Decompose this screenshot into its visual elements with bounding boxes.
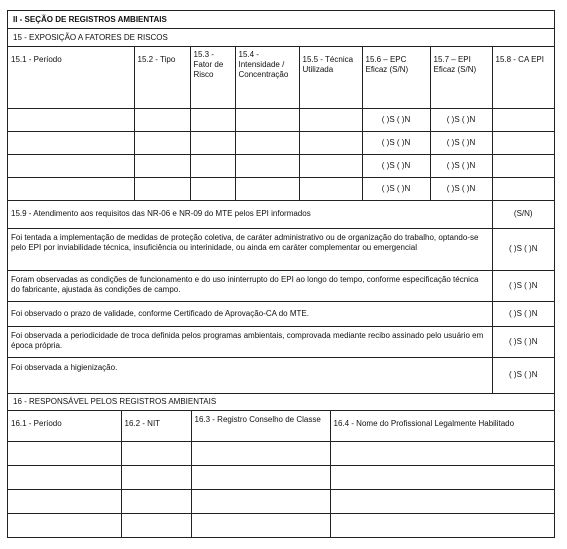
cell[interactable]	[134, 131, 190, 154]
cell[interactable]	[191, 489, 330, 513]
responsible-row	[8, 489, 554, 513]
col-periodo: 16.1 - Período	[8, 411, 121, 441]
requirements-col: (S/N)	[492, 200, 554, 228]
question-text: Foram observadas as condições de funcionamento e do uso ininterrupto do EPI ao longo do tempo, conforme especificação técnica do fabricante, ajustada às condições de campo.	[8, 270, 492, 301]
requirements-label: 15.9 - Atendimento aos requisitos das NR-06 e NR-09 do MTE pelos EPI informados	[8, 200, 492, 228]
cell[interactable]	[330, 465, 554, 489]
cell[interactable]	[191, 465, 330, 489]
exposure-row	[8, 154, 554, 177]
cell[interactable]	[8, 108, 134, 131]
cell[interactable]	[330, 513, 554, 537]
cell[interactable]	[190, 154, 235, 177]
cell[interactable]	[8, 154, 134, 177]
responsible-row	[8, 513, 554, 537]
question-row	[8, 326, 554, 357]
question-option[interactable]: ( )S ( )N	[492, 326, 554, 357]
question-text: Foi observado o prazo de validade, conforme Certificado de Aprovação-CA do MTE.	[8, 301, 492, 326]
cell[interactable]	[8, 513, 121, 537]
epi-requirements-table	[8, 200, 554, 394]
cell[interactable]	[8, 489, 121, 513]
cell[interactable]	[8, 465, 121, 489]
col-ca-epi: 15.8 - CA EPI	[492, 47, 554, 108]
cell[interactable]	[8, 131, 134, 154]
cell[interactable]	[121, 489, 191, 513]
cell[interactable]	[330, 489, 554, 513]
requirements-header	[8, 200, 554, 228]
col-nit: 16.2 - NIT	[121, 411, 191, 441]
cell[interactable]	[235, 131, 299, 154]
form-container	[7, 10, 555, 538]
question-text: Foi observada a periodicidade de troca definida pelos programas ambientais, comprovada mediante recibo assinado pelo usuário em época própria.	[8, 326, 492, 357]
question-text: Foi tentada a implementação de medidas de proteção coletiva, de caráter administrativo ou de organização do trabalho, optando-se pelo EPI por inviabilidade técnica, insuficiência ou interinidade, ou ainda em caráter complementar ou emergencial	[8, 228, 492, 270]
question-option[interactable]: ( )S ( )N	[492, 301, 554, 326]
cell[interactable]	[492, 131, 554, 154]
cell[interactable]	[299, 131, 362, 154]
exposure-row	[8, 177, 554, 200]
cell[interactable]	[134, 177, 190, 200]
col-epc: 15.6 – EPC Eficaz (S/N)	[362, 47, 430, 108]
exposure-header-row	[8, 47, 554, 108]
cell[interactable]	[492, 154, 554, 177]
col-tecnica: 15.5 - Técnica Utilizada	[299, 47, 362, 108]
question-row	[8, 270, 554, 301]
col-registro: 16.3 - Registro Conselho de Classe	[191, 411, 330, 441]
col-periodo: 15.1 - Período	[8, 47, 134, 108]
cell[interactable]	[121, 441, 191, 465]
cell[interactable]	[299, 154, 362, 177]
section-title: II - SEÇÃO DE REGISTROS AMBIENTAIS	[8, 11, 554, 29]
col-fator-risco: 15.3 - Fator de Risco	[190, 47, 235, 108]
cell[interactable]	[235, 177, 299, 200]
responsible-row	[8, 465, 554, 489]
responsible-header-row	[8, 411, 554, 441]
epi-option[interactable]: ( )S ( )N	[430, 154, 492, 177]
epi-option[interactable]: ( )S ( )N	[430, 108, 492, 131]
cell[interactable]	[121, 513, 191, 537]
responsible-row	[8, 441, 554, 465]
cell[interactable]	[492, 177, 554, 200]
cell[interactable]	[330, 441, 554, 465]
cell[interactable]	[190, 108, 235, 131]
exposure-table	[8, 47, 554, 201]
col-nome: 16.4 - Nome do Profissional Legalmente Habilitado	[330, 411, 554, 441]
question-text: Foi observada a higienização.	[8, 357, 492, 393]
section-15-title: 15 - EXPOSIÇÃO A FATORES DE RISCOS	[8, 29, 554, 47]
cell[interactable]	[235, 154, 299, 177]
section-16-title: 16 - RESPONSÁVEL PELOS REGISTROS AMBIENTAIS	[8, 393, 554, 411]
cell[interactable]	[235, 108, 299, 131]
epc-option[interactable]: ( )S ( )N	[362, 177, 430, 200]
col-tipo: 15.2 - Tipo	[134, 47, 190, 108]
cell[interactable]	[134, 108, 190, 131]
exposure-row	[8, 108, 554, 131]
cell[interactable]	[190, 131, 235, 154]
question-option[interactable]: ( )S ( )N	[492, 228, 554, 270]
cell[interactable]	[492, 108, 554, 131]
cell[interactable]	[8, 177, 134, 200]
question-option[interactable]: ( )S ( )N	[492, 270, 554, 301]
epi-option[interactable]: ( )S ( )N	[430, 177, 492, 200]
epc-option[interactable]: ( )S ( )N	[362, 108, 430, 131]
col-intensidade: 15.4 - Intensidade / Concentração	[235, 47, 299, 108]
cell[interactable]	[8, 441, 121, 465]
col-epi: 15.7 – EPI Eficaz (S/N)	[430, 47, 492, 108]
cell[interactable]	[191, 513, 330, 537]
epc-option[interactable]: ( )S ( )N	[362, 154, 430, 177]
cell[interactable]	[121, 465, 191, 489]
epi-option[interactable]: ( )S ( )N	[430, 131, 492, 154]
question-row	[8, 228, 554, 270]
cell[interactable]	[299, 177, 362, 200]
exposure-row	[8, 131, 554, 154]
responsible-table	[8, 411, 554, 538]
cell[interactable]	[190, 177, 235, 200]
cell[interactable]	[299, 108, 362, 131]
question-row	[8, 301, 554, 326]
question-row	[8, 357, 554, 393]
cell[interactable]	[191, 441, 330, 465]
cell[interactable]	[134, 154, 190, 177]
question-option[interactable]: ( )S ( )N	[492, 357, 554, 393]
epc-option[interactable]: ( )S ( )N	[362, 131, 430, 154]
